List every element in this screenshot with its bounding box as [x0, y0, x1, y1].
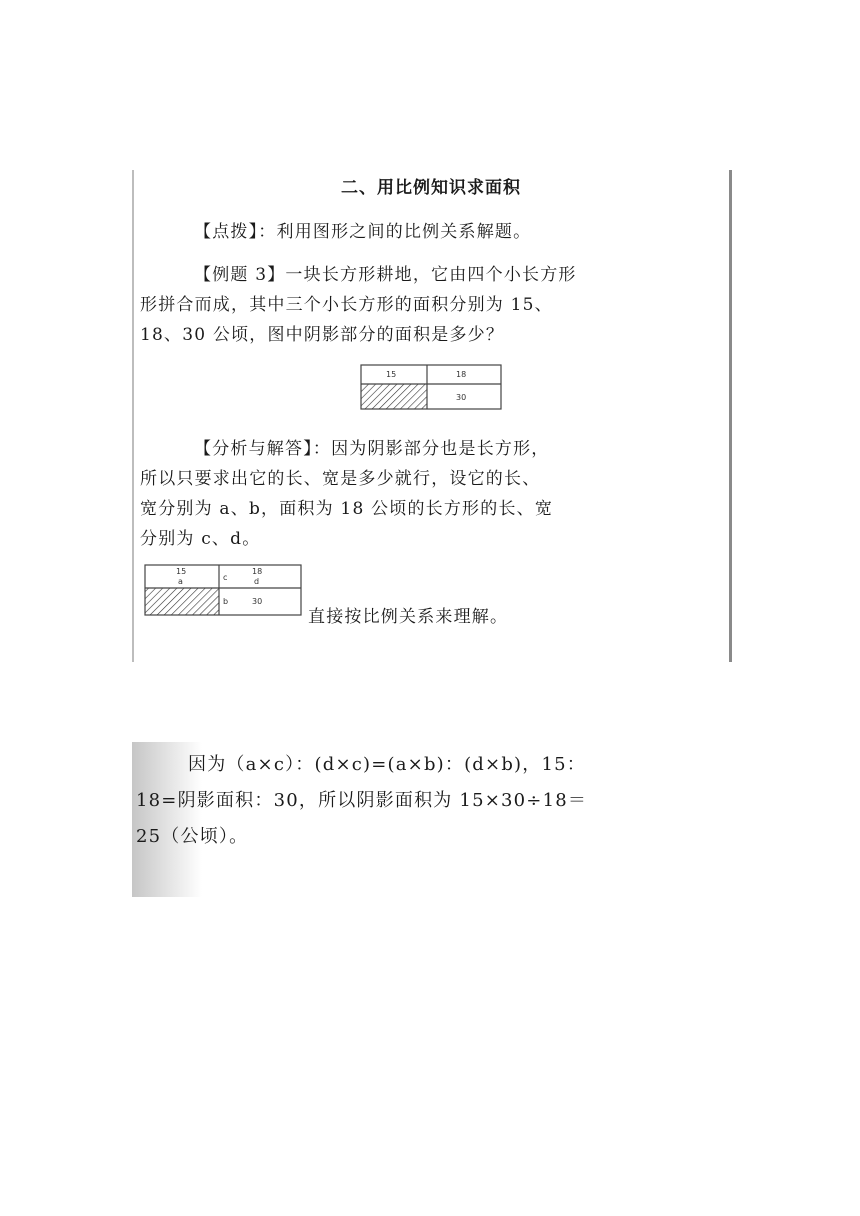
example-line-1: 【例题 3】一块长方形耕地，它由四个小长方形 [194, 265, 577, 285]
fig2-label-d: d [254, 577, 260, 586]
fig2-label-b: b [223, 597, 229, 606]
scan-left-edge [132, 170, 134, 662]
solution-line-1: 因为（a×c）：(d×c)=(a×b)：(d×b)，15： [188, 754, 586, 775]
solution-line-2: 18=阴影面积：30，所以阴影面积为 15×30÷18＝ [136, 790, 588, 811]
fig1-label-top-left: 15 [386, 370, 397, 379]
fig2-label-15: 15 [176, 567, 187, 576]
fig2-label-c: c [223, 573, 228, 582]
fig2-label-a: a [178, 577, 183, 586]
fig2-label-18: 18 [252, 567, 263, 576]
scan-right-edge [729, 170, 732, 662]
analysis-line-3: 宽分别为 a、b，面积为 18 公顷的长方形的长、宽 [140, 499, 554, 519]
example-line-3: 18、30 公顷，图中阴影部分的面积是多少？ [140, 325, 505, 345]
example-line-2: 形拼合而成，其中三个小长方形的面积分别为 15、 [140, 295, 553, 315]
example-figure [360, 364, 502, 414]
labeled-figure [144, 564, 302, 620]
scan-block-section-2 [132, 170, 732, 662]
hint-text: 【点拨】：利用图形之间的比例关系解题。 [194, 222, 532, 242]
shaded-rectangle [145, 588, 219, 615]
section-title: 二、用比例知识求面积 [341, 178, 521, 198]
analysis-line-4: 分别为 c、d。 [140, 529, 261, 549]
analysis-line-1: 【分析与解答】：因为阴影部分也是长方形， [194, 439, 550, 459]
analysis-line-2: 所以只要求出它的长、宽是多少就行，设它的长、 [140, 469, 541, 489]
fig2-label-30: 30 [252, 597, 263, 606]
solution-line-3: 25（公顷）。 [136, 826, 249, 847]
fig1-label-bottom-right: 30 [456, 393, 467, 402]
fig1-label-top-right: 18 [456, 370, 467, 379]
figure-caption: 直接按比例关系来理解。 [308, 607, 509, 627]
scan-block-solution [132, 742, 732, 897]
shaded-rectangle [361, 384, 427, 409]
